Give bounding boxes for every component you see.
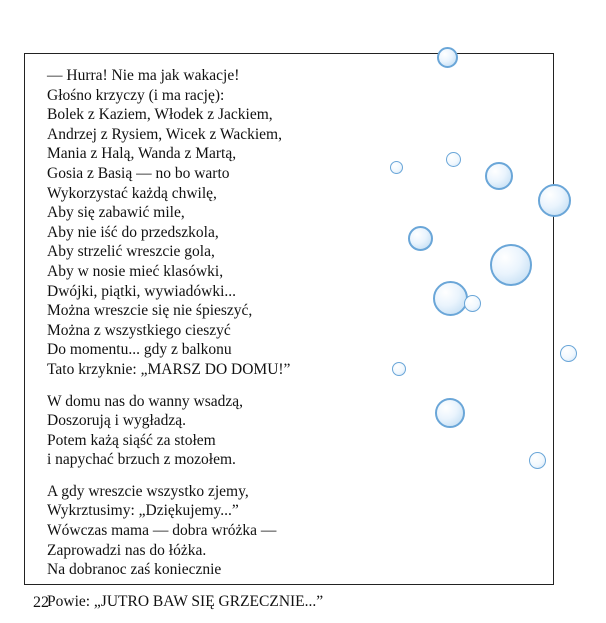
poem-line: — Hurra! Nie ma jak wakacje!: [47, 67, 240, 84]
poem-line: Mania z Halą, Wanda z Martą,: [47, 145, 237, 163]
bubble-icon: [529, 452, 546, 469]
poem-line: A gdy wreszcie wszystko zjemy,: [47, 482, 249, 500]
poem-line: Można z wszystkiego cieszyć: [47, 321, 231, 339]
poem-line: Powie: „JUTRO BAW SIĘ GRZECZNIE...”: [47, 592, 324, 610]
poem-text: [47, 66, 323, 623]
bubble-icon: [538, 184, 571, 217]
poem-line: Aby w nosie mieć klasówki,: [47, 262, 224, 280]
poem-line: Wykrztusimy: „Dziękujemy...”: [47, 502, 239, 520]
poem-line: Można wreszcie się nie śpieszyć,: [47, 302, 253, 320]
poem-line: Wówczas mama — dobra wróżka —: [47, 522, 277, 540]
bubble-icon: [560, 345, 577, 362]
poem-line: i napychać brzuch z mozołem.: [47, 451, 236, 469]
bubble-icon: [392, 362, 406, 376]
stanza-4: [47, 592, 323, 612]
poem-line: Aby nie iść do przedszkola,: [47, 223, 219, 241]
bubble-icon: [490, 244, 532, 286]
poem-line: Potem każą siąść za stołem: [47, 431, 216, 449]
bubble-icon: [485, 162, 513, 190]
stanza-1: [47, 66, 323, 380]
poem-line: Wykorzystać każdą chwilę,: [47, 184, 217, 202]
bubble-icon: [433, 281, 468, 316]
bubble-icon: [435, 398, 465, 428]
poem-line: Bolek z Kaziem, Włodek z Jackiem,: [47, 106, 273, 124]
bubble-icon: [446, 152, 461, 167]
poem-line: Andrzej z Rysiem, Wicek z Wackiem,: [47, 125, 282, 143]
bubble-icon: [408, 226, 433, 251]
page-number: 22: [33, 594, 49, 611]
poem-line: Do momentu... gdy z balkonu: [47, 341, 232, 359]
poem-line: W domu nas do wanny wsadzą,: [47, 392, 244, 410]
stanza-2: [47, 392, 323, 470]
poem-line: Doszorują i wygładzą.: [47, 412, 187, 430]
poem-line: Na dobranoc zaś koniecznie: [47, 561, 222, 579]
poem-line: Aby strzelić wreszcie gola,: [47, 243, 215, 261]
poem-line: Gosia z Basią — no bo warto: [47, 164, 230, 182]
bubble-icon: [464, 295, 481, 312]
poem-line: Tato krzyknie: „MARSZ DO DOMU!”: [47, 360, 291, 378]
poem-line: Głośno krzyczy (i ma rację):: [47, 86, 225, 104]
stanza-3: [47, 482, 323, 580]
bubble-icon: [437, 47, 458, 68]
poem-line: Aby się zabawić mile,: [47, 204, 185, 222]
poem-line: Dwójki, piątki, wywiadówki...: [47, 282, 236, 300]
bubble-icon: [390, 161, 403, 174]
poem-line: Zaprowadzi nas do łóżka.: [47, 541, 207, 559]
